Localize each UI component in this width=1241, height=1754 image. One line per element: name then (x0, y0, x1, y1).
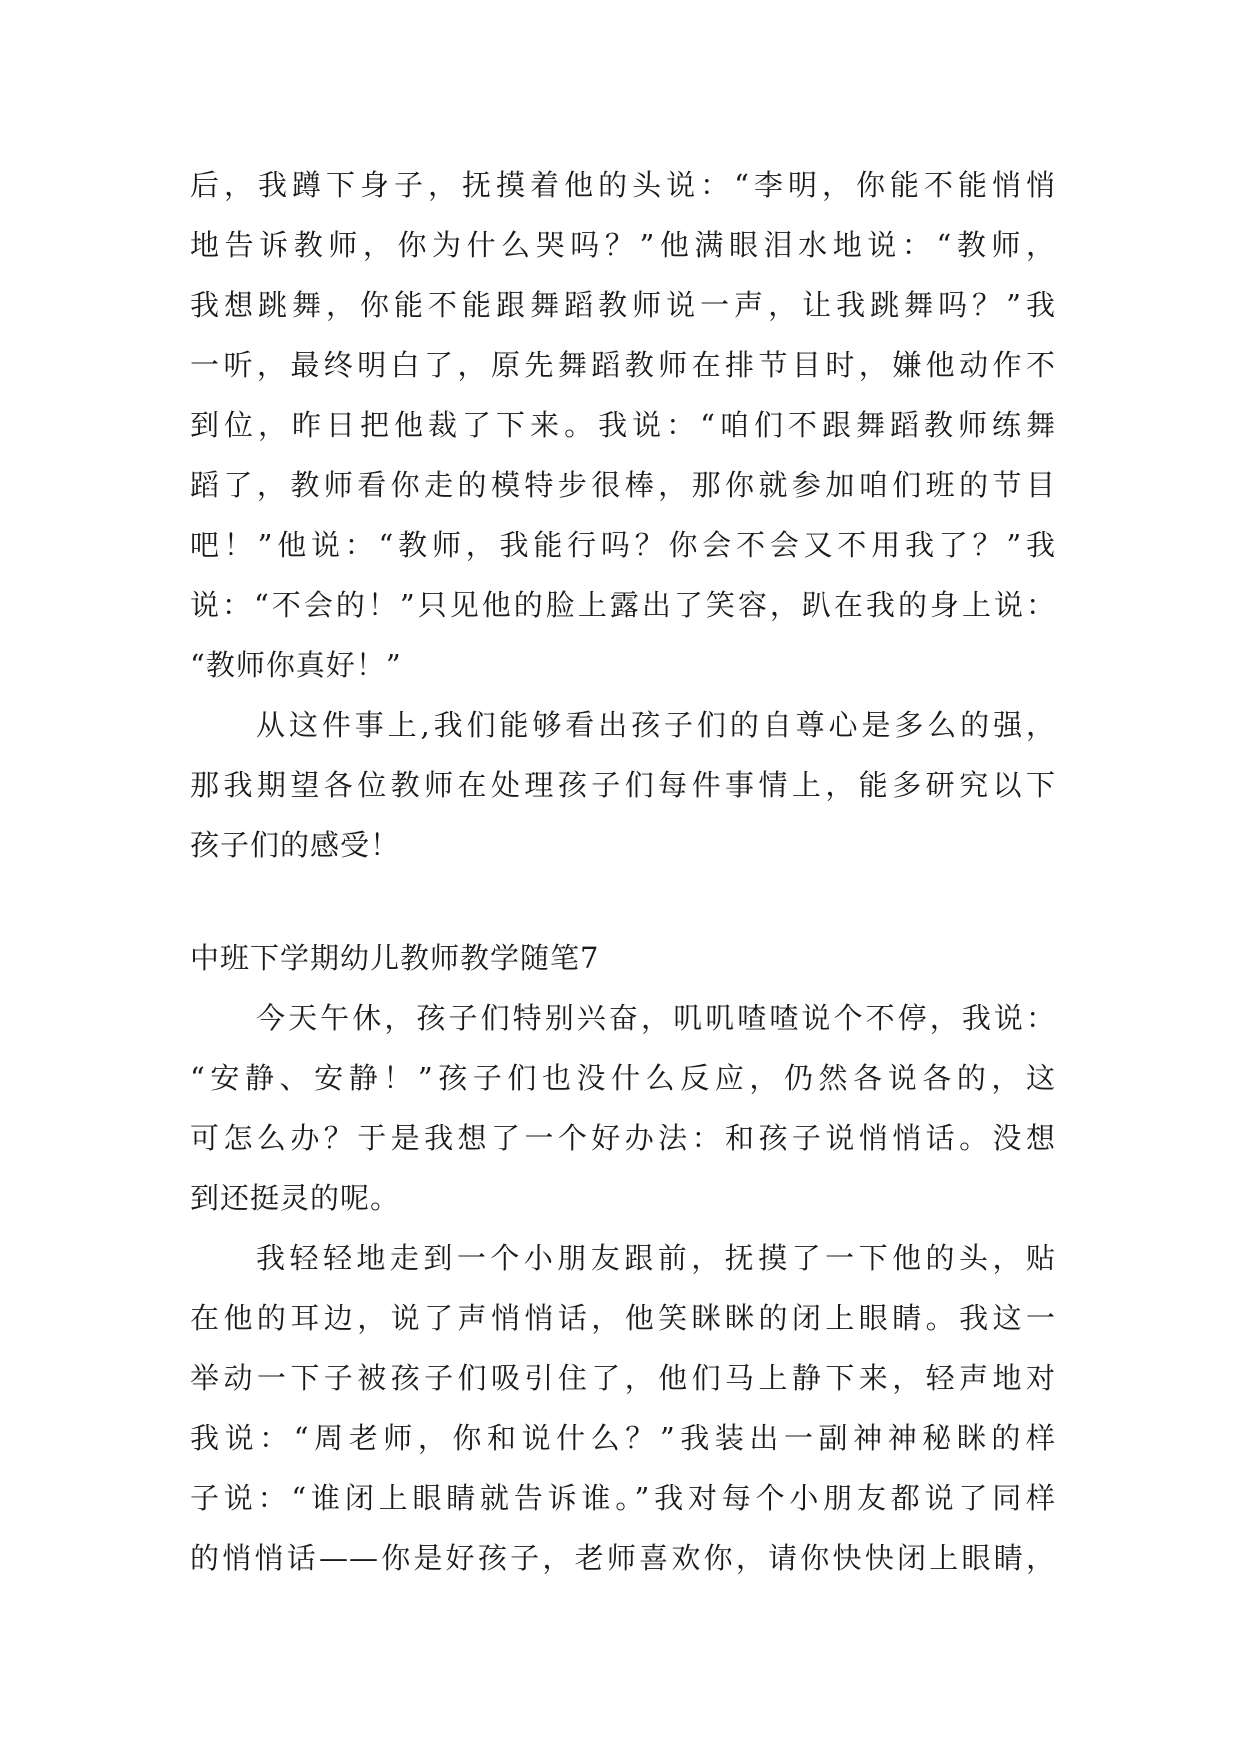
document-page (190, 155, 1056, 1588)
text-line: 可怎么办？于是我想了一个好办法：和孩子说悄悄话。没想 (190, 1121, 1056, 1155)
text-line: 我轻轻地走到一个小朋友跟前，抚摸了一下他的头，贴 (256, 1241, 1056, 1275)
text-line: 举动一下子被孩子们吸引住了，他们马上静下来，轻声地对 (190, 1361, 1056, 1395)
text-line: 子说：“谁闭上眼睛就告诉谁。”我对每个小朋友都说了同样 (190, 1481, 1056, 1515)
text-line: 从这件事上,我们能够看出孩子们的自尊心是多么的强， (256, 708, 1056, 742)
text-line: 我想跳舞，你能不能跟舞蹈教师说一声，让我跳舞吗？”我 (190, 288, 1056, 322)
text-line: “安静、安静！”孩子们也没什么反应，仍然各说各的，这 (190, 1061, 1056, 1095)
text-line: 的悄悄话——你是好孩子，老师喜欢你，请你快快闭上眼睛， (190, 1541, 1056, 1575)
text-line: 那我期望各位教师在处理孩子们每件事情上，能多研究以下 (190, 768, 1056, 802)
text-line: 后，我蹲下身子，抚摸着他的头说：“李明，你能不能悄悄 (190, 168, 1056, 202)
text-line: 说：“不会的！”只见他的脸上露出了笑容，趴在我的身上说： (190, 588, 1056, 622)
paragraph-reflection (190, 695, 1056, 875)
text-line: “教师你真好！” (190, 648, 402, 682)
text-line: 蹈了，教师看你走的模特步很棒，那你就参加咱们班的节目 (190, 468, 1056, 502)
paragraph-whisper (190, 1228, 1056, 1588)
text-line: 地告诉教师，你为什么哭吗？”他满眼泪水地说：“教师， (190, 228, 1056, 262)
text-line: 在他的耳边，说了声悄悄话，他笑眯眯的闭上眼睛。我这一 (190, 1301, 1056, 1335)
text-line: 到位，昨日把他裁了下来。我说：“咱们不跟舞蹈教师练舞 (190, 408, 1056, 442)
paragraph-continued (190, 155, 1056, 695)
text-line: 一听，最终明白了，原先舞蹈教师在排节目时，嫌他动作不 (190, 348, 1056, 382)
text-line: 今天午休，孩子们特别兴奋，叽叽喳喳说个不停，我说： (256, 1001, 1056, 1035)
text-line: 到还挺灵的呢。 (190, 1181, 401, 1215)
paragraph-nap-time (190, 988, 1056, 1228)
section-title: 中班下学期幼儿教师教学随笔7 (190, 941, 600, 975)
text-line: 孩子们的感受！ (190, 828, 401, 862)
section-gap (190, 875, 1056, 928)
text-line: 吧！”他说：“教师，我能行吗？你会不会又不用我了？”我 (190, 528, 1056, 562)
text-line: 我说：“周老师，你和说什么？”我装出一副神神秘眯的样 (190, 1421, 1056, 1455)
